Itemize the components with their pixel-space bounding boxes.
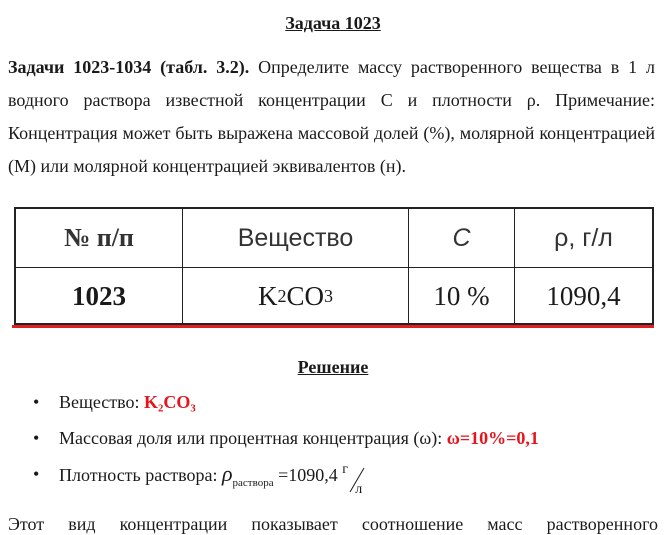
rho-symbol: ρ: [221, 461, 233, 486]
unit-fraction: г л: [342, 467, 368, 493]
solution-list: [0, 384, 539, 497]
solution-title: Решение: [297, 357, 369, 377]
cell-number: 1023: [16, 268, 183, 324]
density-value: =1090,4: [273, 465, 343, 485]
cell-concentration: 10 %: [409, 268, 515, 324]
substance-value: K₂CO₃: [144, 392, 196, 412]
header-substance: Вещество: [183, 209, 409, 267]
explanation-text: Этот вид концентрации показывает соотношение масс растворенного: [8, 514, 658, 534]
rho-subscript: раствора: [232, 477, 274, 489]
problem-range-label: Задачи 1023-1034 (табл. 3.2).: [8, 57, 250, 77]
list-item: • Массовая доля или процентная концентрация (ω): ω=10%=0,1: [0, 420, 539, 456]
red-underline: [12, 325, 654, 328]
cell-density: 1090,4: [546, 280, 621, 311]
problem-title: Задача 1023: [285, 13, 381, 33]
list-item: • Вещество: K₂CO₃: [0, 384, 539, 420]
cell-substance: K 2 CO 3: [183, 268, 409, 324]
table-header-row: [16, 209, 652, 267]
header-concentration: C: [409, 209, 515, 267]
header-density: ρ, г/л: [554, 223, 613, 252]
header-number: № п/п: [16, 209, 183, 267]
problem-statement: [8, 51, 655, 183]
problem-text: Определите массу растворенного вещества в 1 л водного раствора известной концентрации С и плотности ρ. Примечание: Концентрация может быть выражена массовой долей (%), молярной концентрацией (М) или молярной концентрацией эквивалентов (н).: [8, 57, 655, 176]
list-item: • Плотность раствора: $\rho_{раствора} =1090,4$ г л: [0, 456, 539, 492]
table-row: [16, 267, 652, 324]
mass-fraction-value: ω=10%=0,1: [446, 428, 539, 448]
data-table: [14, 207, 654, 325]
